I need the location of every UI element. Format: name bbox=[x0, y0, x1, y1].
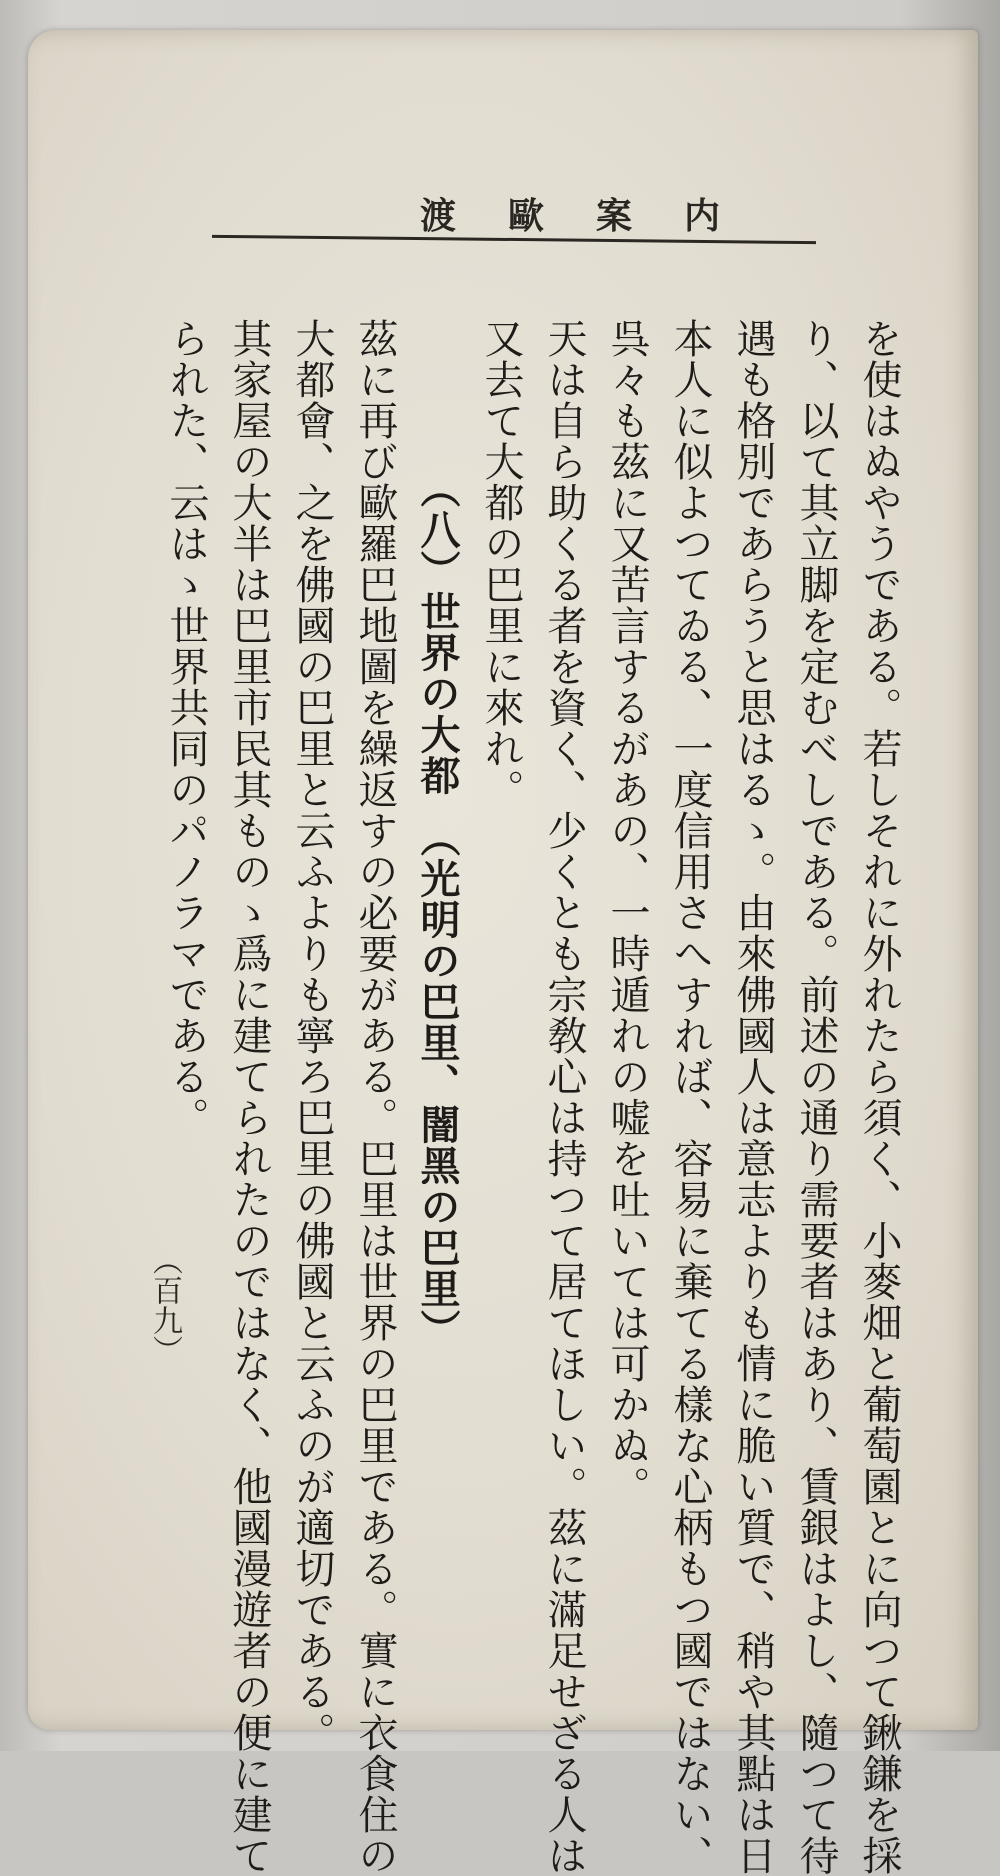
section-title: （八）世界の大都 （光明の巴里、闇黑の巴里） bbox=[414, 468, 461, 1350]
text-line: 遇も格別であらうと思はるゝ。由來佛國人は意志よりも情に脆い質で、稍や其點は日 bbox=[730, 318, 776, 1876]
text-line: 呉々も茲に又苦言するがあの、一時遁れの嘘を吐いては可かぬ。 bbox=[604, 318, 650, 1507]
text-line: 大都會、之を佛國の巴里と云ふよりも寧ろ巴里の佛國と云ふのが適切である。 bbox=[289, 318, 335, 1753]
text-line: 本人に似よつてゐる、一度信用さへすれば、容易に棄てる樣な心柄もつ國ではない、 bbox=[667, 318, 713, 1876]
running-header: 渡歐案内 bbox=[420, 195, 773, 237]
text-line: られた、云はゝ世界共同のパノラマである。 bbox=[163, 318, 209, 1138]
text-line: 又去て大都の巴里に來れ。 bbox=[478, 318, 524, 810]
text-line: り、以て其立脚を定むべしである。前述の通り需要者はあり、賃銀はよし、隨つて待 bbox=[793, 318, 839, 1876]
page-number: （百九） bbox=[147, 1245, 182, 1365]
text-line: 茲に再び歐羅巴地圖を繰返すの必要がある。巴里は世界の巴里である。實に衣食住の bbox=[352, 318, 398, 1876]
text-line: を使はぬやうである。若しそれに外れたら須く、小麥畑と葡萄園とに向つて鍬鎌を採 bbox=[856, 318, 902, 1876]
text-line: 其家屋の大半は巴里市民其ものゝ爲に建てられたのではなく、他國漫遊者の便に建て bbox=[226, 318, 272, 1876]
text-line: 天は自ら助くる者を資く、少くとも宗敎心は持つて居てほしい。茲に滿足せざる人は bbox=[541, 318, 587, 1876]
